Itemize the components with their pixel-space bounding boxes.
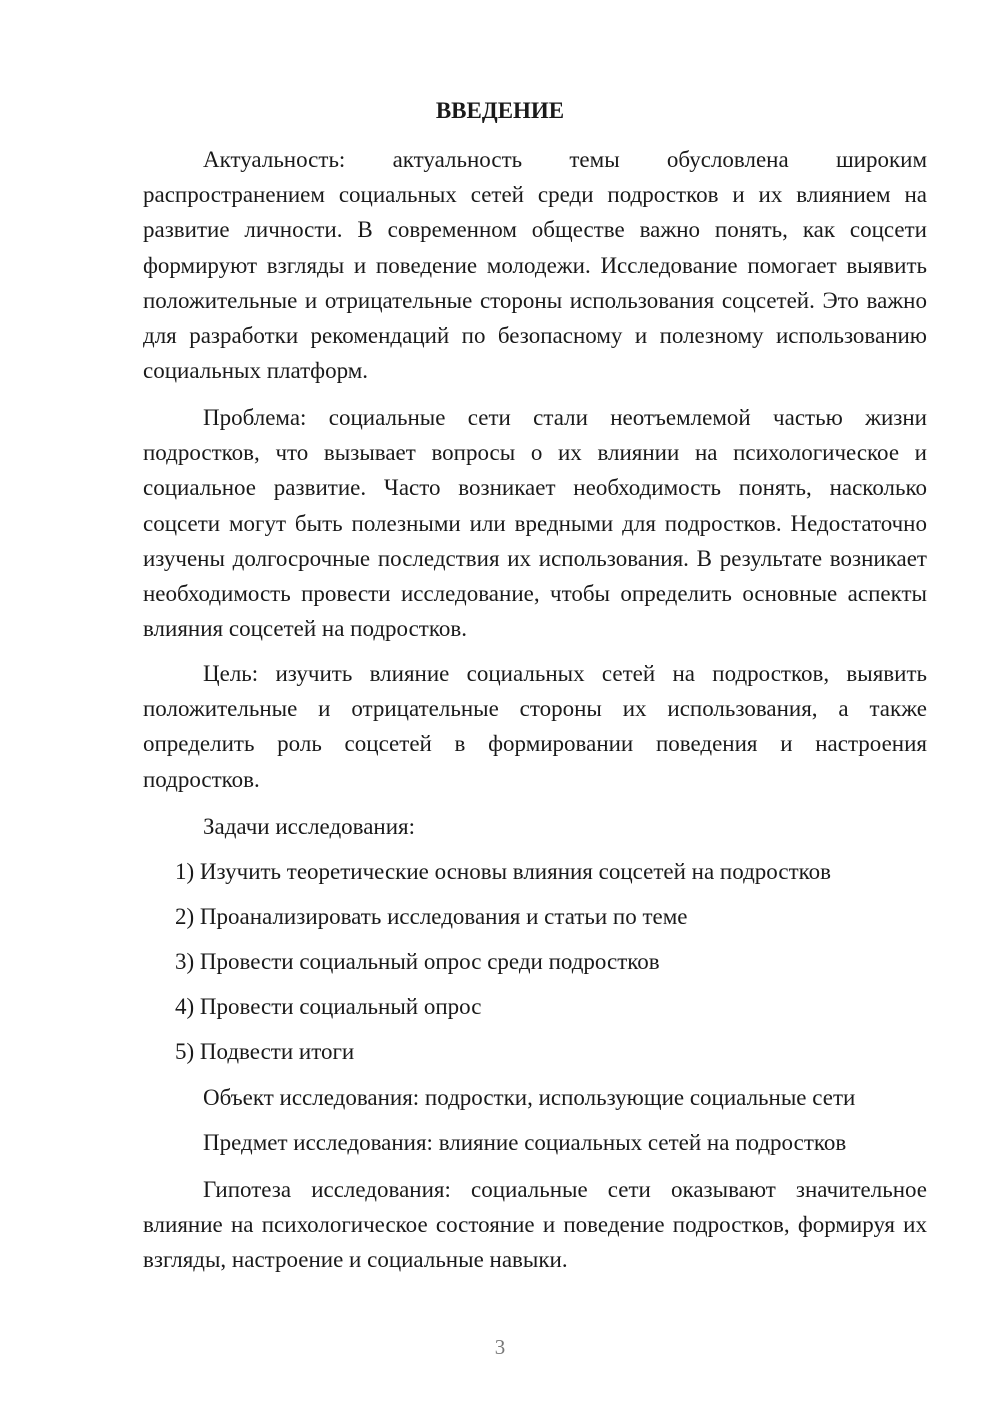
hypothesis-paragraph: Гипотеза исследования: социальные сети оказывают значительное влияние на психологическое состояние и поведение подростков, формируя их взгляды, настроение и социальные навыки. [143,1177,927,1273]
task-item-4: 4) Провести социальный опрос [175,994,482,1019]
task-item-3: 3) Провести социальный опрос среди подростков [175,949,660,974]
section-title: ВВЕДЕНИЕ [435,98,565,123]
tasks-heading: Задачи исследования: [203,814,416,839]
research-subject: Предмет исследования: влияние социальных сетей на подростков [203,1130,847,1155]
relevance-paragraph: Актуальность: актуальность темы обусловлена широким распространением социальных сетей среди подростков и их влиянием на развитие личности. В современном обществе важно понять, как соцсети формируют взгляды и поведение молодежи. Исследование помогает выявить положительные и отрицательные стороны использования соцсетей. Это важно для разработки рекомендаций по безопасному и полезному использованию социальных платформ. [143,147,927,384]
task-item-2: 2) Проанализировать исследования и статьи по теме [175,904,688,929]
goal-paragraph: Цель: изучить влияние социальных сетей на подростков, выявить положительные и отрицательные стороны их использования, а также определить роль соцсетей в формировании поведения и настроения подростков. [143,661,927,792]
task-item-5: 5) Подвести итоги [175,1039,355,1064]
problem-paragraph: Проблема: социальные сети стали неотъемлемой частью жизни подростков, что вызывает вопросы о их влиянии на психологическое и социальное развитие. Часто возникает необходимость понять, насколько соцсети могут быть полезными или вредными для подростков. Недостаточно изучены долгосрочные последствия их использования. В результате возникает необходимость провести исследование, чтобы определить основные аспекты влияния соцсетей на подростков. [143,405,927,642]
research-object: Объект исследования: подростки, использующие социальные сети [203,1085,856,1110]
task-item-1: 1) Изучить теоретические основы влияния соцсетей на подростков [175,859,831,884]
page-number: 3 [494,1335,506,1359]
